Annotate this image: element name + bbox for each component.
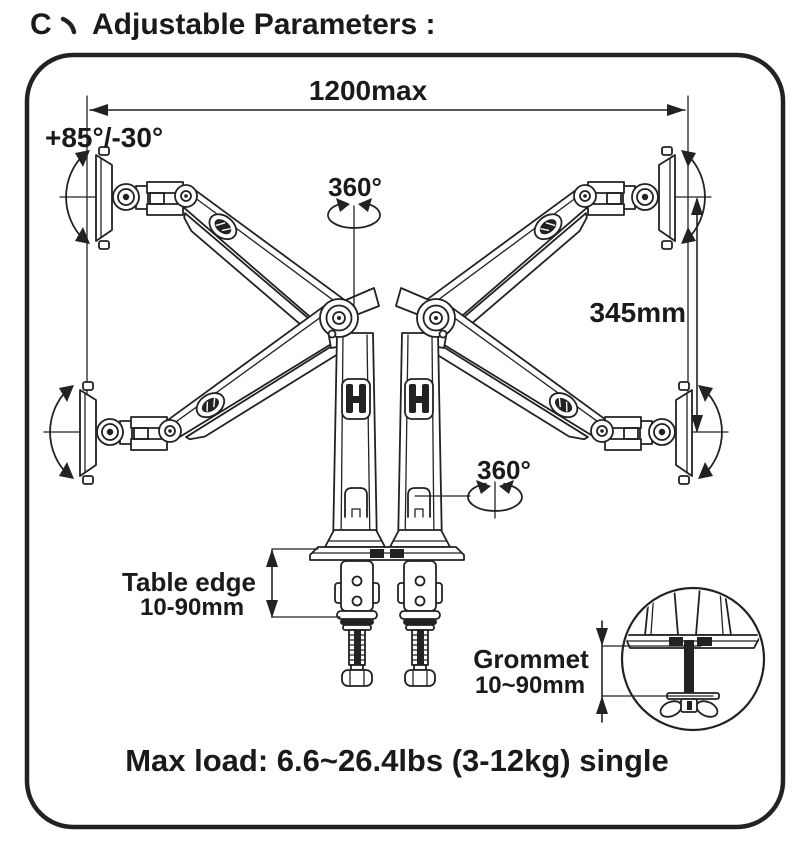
arrow-up-icon: [266, 549, 278, 567]
base-lug: [390, 549, 404, 558]
head-top-right: [574, 147, 711, 249]
grommet-label: Grommet: [473, 644, 589, 674]
rotation-bottom-label: 360°: [477, 455, 531, 485]
wing-nut-wing: [694, 698, 720, 720]
ideographic-comma-glyph: [63, 19, 74, 32]
arrow-right-icon: [667, 104, 685, 116]
rotation-top-label: 360°: [328, 172, 382, 202]
arrow-left-icon: [90, 104, 108, 116]
height-range-label: 345mm: [589, 297, 686, 328]
table-edge-label: Table edge: [122, 567, 256, 597]
dim-width-max: [90, 75, 685, 116]
head-bottom-right: [591, 382, 728, 484]
title-text: Adjustable Parameters :: [92, 8, 436, 41]
arm-lower-left: [157, 306, 351, 458]
pole-base-section: [645, 586, 678, 635]
title-prefix: C: [30, 8, 52, 41]
max-load-label: Max load: 6.6~26.4lbs (3-12kg) single: [125, 743, 669, 778]
head-top-left: [60, 147, 197, 249]
desk-base: [310, 547, 464, 560]
base-lug: [370, 549, 384, 558]
arrow-up-icon: [691, 197, 703, 215]
rotation-top: [328, 172, 382, 306]
arrow-up-icon: [596, 696, 608, 714]
arrow-down-icon: [596, 628, 608, 646]
arm-lower-right: [424, 306, 618, 458]
pole-right: [390, 288, 455, 547]
tilt-range-label: +85°/-30°: [45, 122, 164, 153]
pole-base-section: [696, 586, 731, 635]
clamp-right: [398, 561, 442, 686]
head-bottom-left: [44, 382, 181, 484]
pole-left: [320, 288, 385, 547]
grommet-range: 10~90mm: [474, 672, 586, 699]
grommet-bolt: [684, 640, 694, 698]
clamp-left: [335, 561, 379, 686]
width-max-label: 1200max: [308, 75, 428, 106]
table-edge-range: 10-90mm: [139, 594, 245, 621]
dim-table-edge: [122, 549, 340, 621]
grommet-detail: [622, 586, 764, 730]
extension-lines: [87, 96, 688, 425]
page-title: [30, 8, 435, 41]
wing-nut-wing: [658, 698, 684, 720]
arrow-down-icon: [266, 600, 278, 618]
